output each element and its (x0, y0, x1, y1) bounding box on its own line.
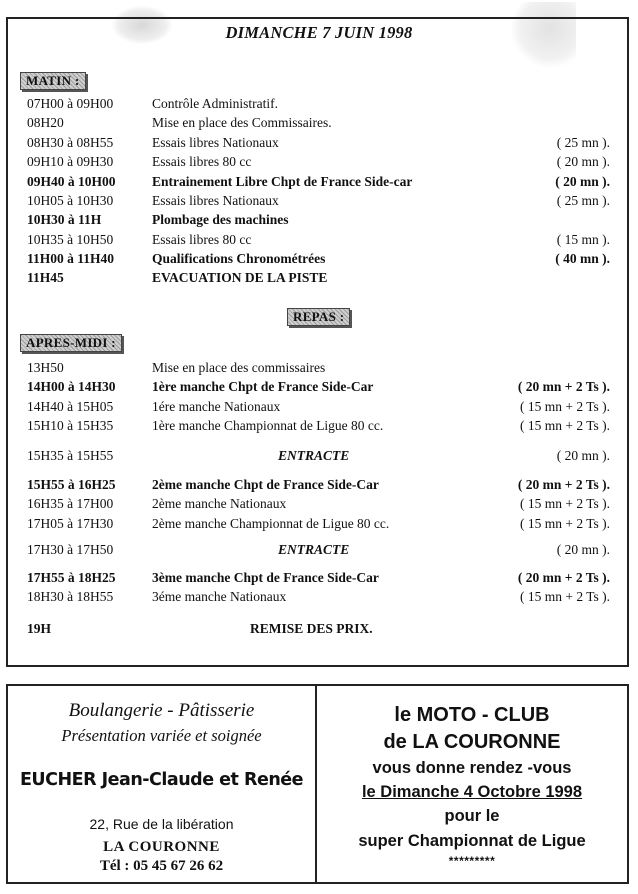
schedule-description: Essais libres 80 cc (152, 154, 252, 169)
event-date-line: le Dimanche 4 Octobre 1998 (361, 783, 583, 801)
schedule-time: 15H55 à 16H25 (27, 477, 116, 492)
schedule-duration: ( 25 mn ). (556, 193, 610, 208)
schedule-description: 1ére manche Nationaux (152, 399, 281, 414)
schedule-time: 09H40 à 10H00 (27, 174, 116, 189)
schedule-row (0, 619, 638, 638)
schedule-time: 13H50 (27, 360, 64, 375)
schedule-description: Essais libres 80 cc (152, 232, 252, 247)
schedule-duration: ( 15 mn + 2 Ts ). (519, 418, 610, 433)
schedule-row (0, 416, 638, 435)
schedule-row (0, 475, 638, 494)
schedule-row (0, 494, 638, 513)
schedule-duration: ( 25 mn ). (556, 135, 610, 150)
schedule-description: ENTRACTE (278, 448, 350, 463)
schedule-description: Essais libres Nationaux (152, 193, 279, 208)
schedule-time: 10H05 à 10H30 (27, 193, 114, 208)
section-label-apres-midi: APRES-MIDI : (20, 334, 122, 352)
schedule-description: 3éme manche Nationaux (152, 589, 287, 604)
schedule-time: 15H35 à 15H55 (27, 448, 114, 463)
schedule-description: Mise en place des commissaires (152, 360, 326, 375)
schedule-row (0, 249, 638, 268)
ad-address: 22, Rue de la libération (89, 816, 234, 832)
ad-tagline: Présentation variée et soignée (61, 726, 262, 745)
schedule-description: 1ère manche Championnat de Ligue 80 cc. (152, 418, 384, 433)
schedule-row (0, 540, 638, 559)
schedule-description: Entrainement Libre Chpt de France Side-car (152, 174, 413, 189)
for-line: pour le (444, 807, 500, 825)
schedule-row (0, 94, 638, 113)
schedule-row (0, 397, 638, 416)
schedule-duration: ( 20 mn + 2 Ts ). (517, 477, 610, 492)
schedule-row (0, 514, 638, 533)
schedule-description: ENTRACTE (278, 542, 350, 557)
schedule-time: 11H45 (27, 270, 64, 285)
schedule-time: 17H55 à 18H25 (27, 570, 116, 585)
schedule-row (0, 230, 638, 249)
schedule-time: 17H30 à 17H50 (27, 542, 114, 557)
moto-club-announcement (317, 684, 629, 884)
schedule-description: 1ère manche Chpt de France Side-Car (152, 379, 374, 394)
schedule-duration: ( 20 mn ). (555, 174, 610, 189)
schedule-duration: ( 20 mn + 2 Ts ). (517, 570, 610, 585)
schedule-time: 14H40 à 15H05 (27, 399, 114, 414)
schedule-description: 2ème manche Nationaux (152, 496, 287, 511)
ad-business-type: Boulangerie - Pâtisserie (68, 700, 255, 721)
schedule-description: 2ème manche Chpt de France Side-Car (152, 477, 379, 492)
schedule-description: Mise en place des Commissaires. (152, 115, 332, 130)
schedule-duration: ( 20 mn + 2 Ts ). (517, 379, 610, 394)
schedule-time: 08H20 (27, 115, 64, 130)
schedule-description: Plombage des machines (152, 212, 289, 227)
schedule-row (0, 587, 638, 606)
schedule-duration: ( 15 mn + 2 Ts ). (519, 496, 610, 511)
schedule-time: 19H (27, 621, 52, 636)
ad-phone: Tél : 05 45 67 26 62 (99, 858, 224, 874)
schedule-time: 18H30 à 18H55 (27, 589, 114, 604)
schedule-time: 15H10 à 15H35 (27, 418, 114, 433)
schedule-time: 14H00 à 14H30 (27, 379, 116, 394)
schedule-time: 10H35 à 10H50 (27, 232, 114, 247)
invitation-line: vous donne rendez -vous (372, 759, 572, 777)
schedule-description: EVACUATION DE LA PISTE (152, 270, 328, 285)
schedule-row (0, 568, 638, 587)
schedule-row (0, 210, 638, 229)
schedule-row (0, 191, 638, 210)
schedule-row (0, 172, 638, 191)
schedule-duration: ( 40 mn ). (555, 251, 610, 266)
ad-city: LA COURONNE (103, 839, 220, 855)
schedule-duration: ( 15 mn + 2 Ts ). (519, 589, 610, 604)
schedule-duration: ( 20 mn ). (556, 448, 610, 463)
schedule-description: 3ème manche Chpt de France Side-Car (152, 570, 379, 585)
schedule-description: Contrôle Administratif. (152, 96, 278, 111)
schedule-duration: ( 15 mn ). (556, 232, 610, 247)
schedule-duration: ( 15 mn + 2 Ts ). (519, 516, 610, 531)
section-label-repas: REPAS : (287, 308, 350, 326)
schedule-row (0, 133, 638, 152)
schedule-time: 07H00 à 09H00 (27, 96, 114, 111)
schedule-time: 09H10 à 09H30 (27, 154, 114, 169)
bakery-advertisement (6, 684, 317, 884)
schedule-row (0, 113, 638, 132)
ad-owner-name: EUCHER Jean-Claude et Renée (19, 770, 304, 790)
schedule-description: REMISE DES PRIX. (250, 621, 373, 636)
page-title: DIMANCHE 7 JUIN 1998 (225, 23, 413, 42)
schedule-time: 08H30 à 08H55 (27, 135, 114, 150)
section-label-matin: MATIN : (20, 72, 86, 90)
schedule-time: 17H05 à 17H30 (27, 516, 114, 531)
schedule-time: 16H35 à 17H00 (27, 496, 114, 511)
club-location-line: de LA COURONNE (383, 731, 561, 753)
schedule-time: 11H00 à 11H40 (27, 251, 115, 266)
schedule-row (0, 152, 638, 171)
championship-line: super Championnat de Ligue (358, 832, 586, 850)
schedule-row (0, 268, 638, 287)
schedule-description: 2ème manche Championnat de Ligue 80 cc. (152, 516, 390, 531)
schedule-row (0, 358, 638, 377)
schedule-duration: ( 20 mn ). (556, 542, 610, 557)
club-name-line: le MOTO - CLUB (394, 704, 550, 726)
schedule-description: Qualifications Chronométrées (152, 251, 326, 266)
schedule-duration: ( 20 mn ). (556, 154, 610, 169)
schedule-duration: ( 15 mn + 2 Ts ). (519, 399, 610, 414)
schedule-time: 10H30 à 11H (27, 212, 102, 227)
schedule-row (0, 377, 638, 396)
asterisk-divider: ********* (448, 854, 496, 868)
schedule-row (0, 446, 638, 465)
schedule-description: Essais libres Nationaux (152, 135, 279, 150)
